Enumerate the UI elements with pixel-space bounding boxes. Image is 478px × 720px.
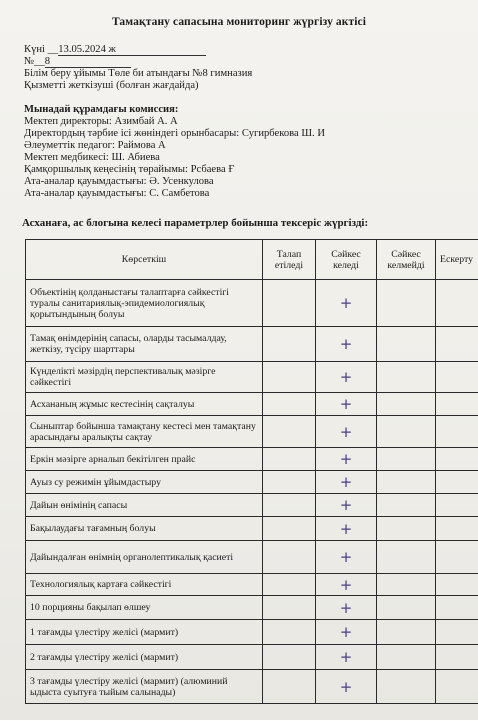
noncompliant-cell [377, 596, 436, 620]
noncompliant-cell [377, 471, 436, 494]
indicator-cell: Еркін мәзірге арналып бекітілген прайс [26, 448, 263, 471]
compliant-mark: + [316, 416, 377, 448]
provider-line: Қызметті жеткізуші (болған жағдайда) [24, 80, 199, 91]
date-value: 13.05.2024 ж [58, 44, 148, 56]
table-row [26, 620, 478, 645]
table-row [26, 416, 478, 448]
noncompliant-cell [377, 280, 436, 327]
date-line [24, 44, 206, 56]
indicator-cell: Ауыз су режимін ұйымдастыру [26, 471, 263, 494]
note-cell [436, 448, 478, 471]
indicator-cell: Технологиялық картаға сәйкестігі [26, 574, 263, 596]
column-header: Талап етіледі [263, 240, 316, 280]
required-cell [263, 596, 316, 620]
compliant-mark: + [316, 494, 377, 517]
required-cell [263, 574, 316, 596]
table-row [26, 280, 478, 327]
table-row [26, 574, 478, 596]
indicator-cell: 3 тағамды үлестіру желісі (мармит) (алюминий ыдыста суытуға тыйым салынады) [26, 670, 263, 704]
required-cell [263, 448, 316, 471]
indicator-cell: Дайындалған өнімнің органолептикалық қасиеті [26, 541, 263, 574]
note-cell [436, 596, 478, 620]
note-cell [436, 517, 478, 541]
compliant-mark: + [316, 448, 377, 471]
compliant-mark: + [316, 471, 377, 494]
required-cell [263, 471, 316, 494]
required-cell [263, 327, 316, 362]
required-cell [263, 494, 316, 517]
indicator-cell: Дайын өнімінің сапасы [26, 494, 263, 517]
noncompliant-cell [377, 327, 436, 362]
table-row [26, 327, 478, 362]
indicator-cell: Объектінің қолданыстағы талаптарға сәйкестігі туралы санитариялық-эпидемиологиялық қорытындының болуы [26, 280, 263, 327]
table-row [26, 448, 478, 471]
school-line: Білім беру ұйымы Төле би атындағы №8 гимназия [24, 68, 253, 79]
number-line [24, 56, 131, 68]
commission-member: Директордың тәрбие ісі жөніндегі орынбасары: Сугирбекова Ш. И [24, 128, 326, 139]
indicator-cell: 1 тағамды үлестіру желісі (мармит) [26, 620, 263, 645]
noncompliant-cell [377, 541, 436, 574]
noncompliant-cell [377, 416, 436, 448]
note-cell [436, 574, 478, 596]
commission-heading: Мынадай құрамдағы комиссия: [24, 104, 179, 115]
compliant-mark: + [316, 574, 377, 596]
table-row [26, 645, 478, 670]
commission-member: Ата-аналар қауымдастығы: Ә. Усенкулова [24, 176, 214, 187]
compliant-mark: + [316, 596, 377, 620]
indicator-cell: 2 тағамды үлестіру желісі (мармит) [26, 645, 263, 670]
compliant-mark: + [316, 393, 377, 416]
noncompliant-cell [377, 574, 436, 596]
note-cell [436, 416, 478, 448]
date-prefix: Күні __ [24, 44, 59, 55]
inspection-heading: Асханаға, ас блогына келесі параметрлер бойынша тексеріс жүргізді: [22, 217, 369, 229]
required-cell [263, 416, 316, 448]
note-cell [436, 393, 478, 416]
note-cell [436, 362, 478, 393]
indicator-cell: Бақылаудағы тағамның болуы [26, 517, 263, 541]
table-row [26, 362, 478, 393]
required-cell [263, 517, 316, 541]
number-value: 8 [45, 56, 131, 68]
column-header: Сәйкес келмейді [377, 240, 436, 280]
note-cell [436, 471, 478, 494]
inspection-table [25, 239, 478, 704]
column-header: Ескерту [436, 240, 478, 280]
required-cell [263, 541, 316, 574]
indicator-cell: Тамақ өнімдерінің сапасы, оларды тасымалдау, жеткізу, түсіру шарттары [26, 327, 263, 362]
compliant-mark: + [316, 541, 377, 574]
indicator-cell: Асхананың жұмыс кестесінің сақталуы [26, 393, 263, 416]
compliant-mark: + [316, 327, 377, 362]
note-cell [436, 620, 478, 645]
table-row [26, 541, 478, 574]
noncompliant-cell [377, 517, 436, 541]
compliant-mark: + [316, 670, 377, 704]
required-cell [263, 393, 316, 416]
indicator-cell: 10 порцияны бақылап өлшеу [26, 596, 263, 620]
compliant-mark: + [316, 362, 377, 393]
note-cell [436, 670, 478, 704]
table-row [26, 670, 478, 704]
required-cell [263, 280, 316, 327]
compliant-mark: + [316, 645, 377, 670]
note-cell [436, 280, 478, 327]
noncompliant-cell [377, 620, 436, 645]
required-cell [263, 670, 316, 704]
note-cell [436, 541, 478, 574]
noncompliant-cell [377, 362, 436, 393]
compliant-mark: + [316, 620, 377, 645]
compliant-mark: + [316, 280, 377, 327]
commission-member: Әлеуметтік педагог: Раймова А [24, 140, 166, 151]
noncompliant-cell [377, 494, 436, 517]
required-cell [263, 645, 316, 670]
noncompliant-cell [377, 393, 436, 416]
noncompliant-cell [377, 448, 436, 471]
table-header-row [26, 240, 478, 280]
commission-member: Ата-аналар қауымдастығы: С. Самбетова [24, 188, 210, 199]
commission-member: Қамқоршылық кеңесінің төрайымы: Рсбаева Ғ [24, 164, 235, 175]
required-cell [263, 620, 316, 645]
note-cell [436, 327, 478, 362]
note-cell [436, 645, 478, 670]
required-cell [263, 362, 316, 393]
note-cell [436, 494, 478, 517]
column-header: Сәйкес келеді [316, 240, 377, 280]
commission-member: Мектеп медбикесі: Ш. Абиева [24, 152, 160, 163]
table-row [26, 494, 478, 517]
number-prefix: №__ [24, 56, 45, 67]
compliant-mark: + [316, 517, 377, 541]
table-row [26, 471, 478, 494]
commission-member: Мектеп директоры: Азимбай А. А [24, 116, 178, 127]
noncompliant-cell [377, 670, 436, 704]
column-header: Көрсеткіш [26, 240, 263, 280]
table-row [26, 596, 478, 620]
document-title: Тамақтану сапасына мониторинг жүргізу актісі [111, 16, 367, 28]
indicator-cell: Күнделікті мәзірдің перспективалық мәзірге сәйкестігі [26, 362, 263, 393]
table-row [26, 517, 478, 541]
indicator-cell: Сыныптар бойынша тамақтану кестесі мен тамақтану арасындағы аралықты сақтау [26, 416, 263, 448]
noncompliant-cell [377, 645, 436, 670]
table-row [26, 393, 478, 416]
